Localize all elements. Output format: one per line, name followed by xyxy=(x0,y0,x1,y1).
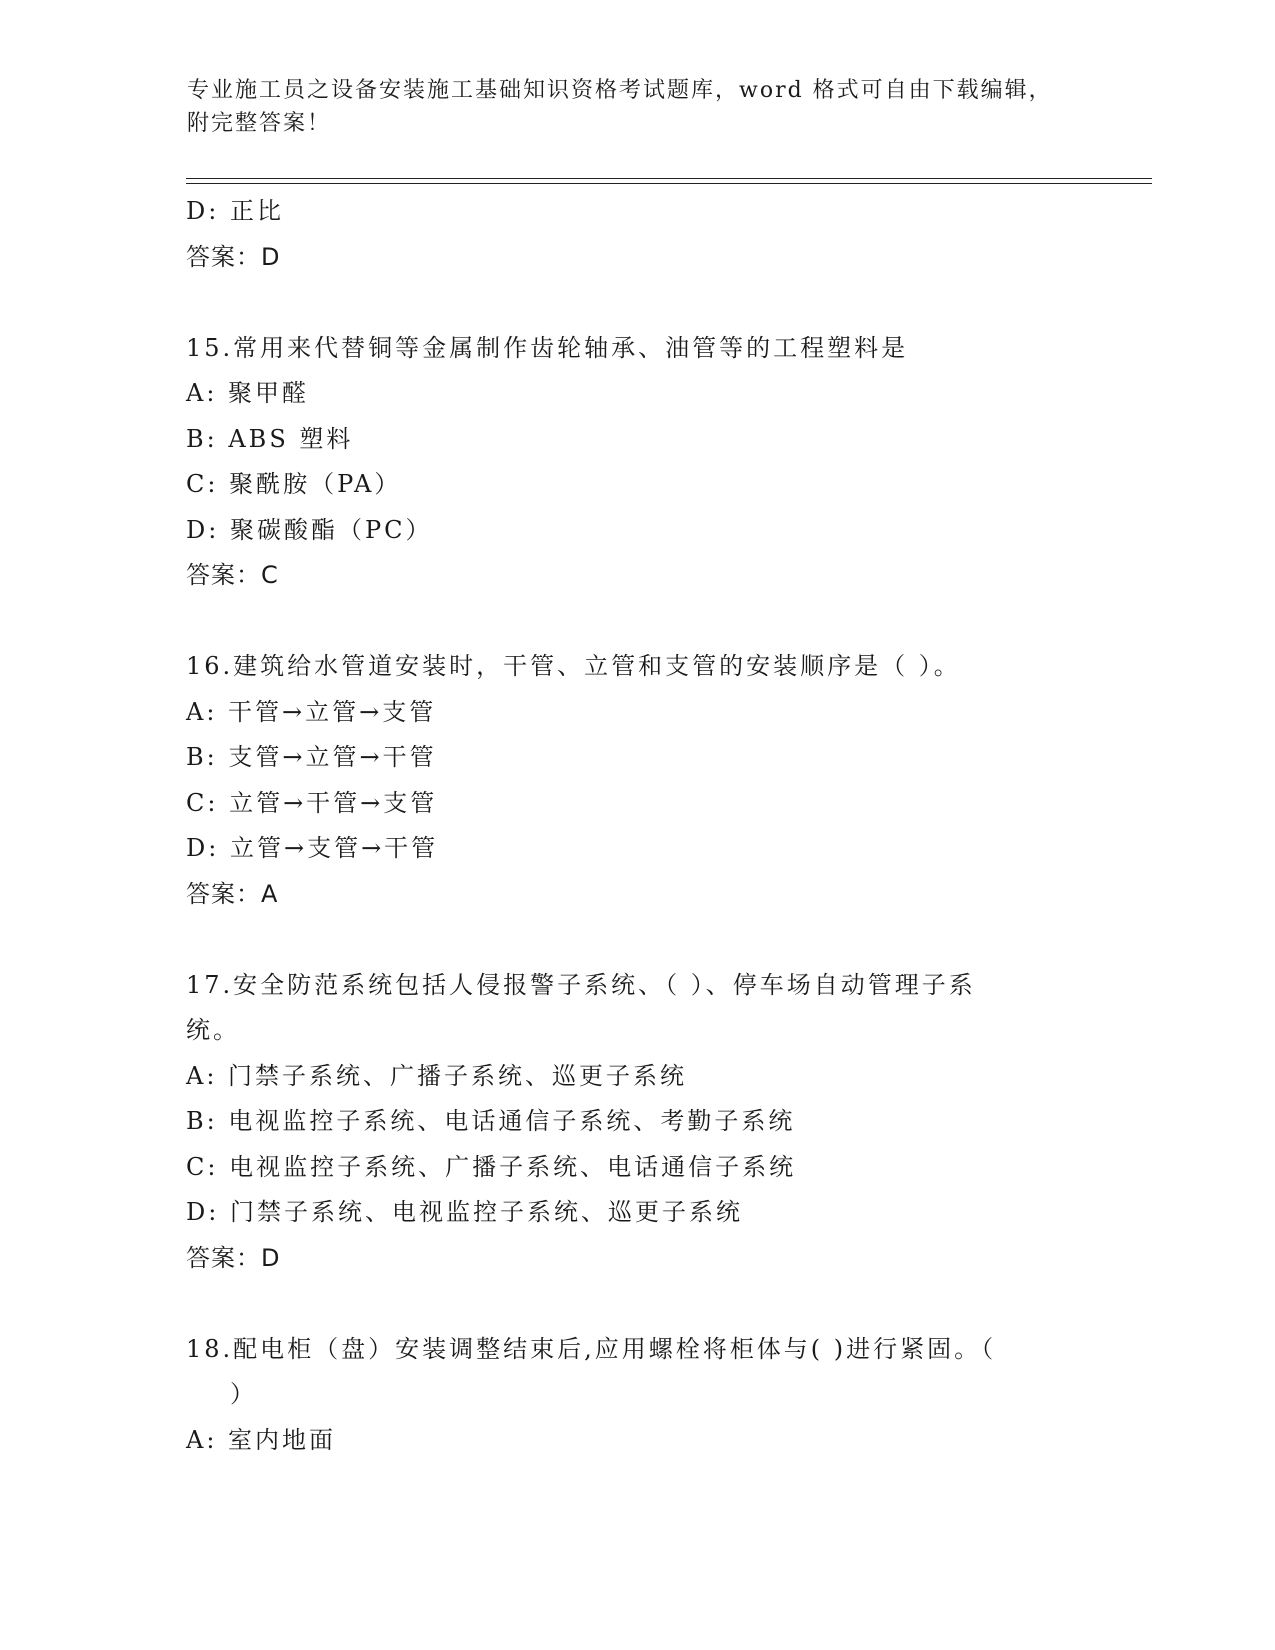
question-stem-continuation: ） xyxy=(230,1380,257,1408)
spacer xyxy=(186,280,1086,326)
option-c: C: 立管→干管→支管 xyxy=(186,788,438,817)
header-divider-bottom xyxy=(186,183,1152,184)
answer: 答案：C xyxy=(186,561,279,589)
option-b: B: 电视监控子系统、电话通信子系统、考勤子系统 xyxy=(186,1107,796,1135)
option-c: C: 电视监控子系统、广播子系统、电话通信子系统 xyxy=(186,1152,797,1181)
header-divider-top xyxy=(186,178,1152,179)
header-line-2: 附完整答案！ xyxy=(187,111,332,136)
question-stem: 16.建筑给水管道安装时，干管、立管和支管的安装顺序是（ ）。 xyxy=(186,652,961,680)
option-a: A: 干管→立管→支管 xyxy=(186,697,437,726)
option-b: B: ABS 塑料 xyxy=(186,424,354,453)
spacer xyxy=(186,1281,1086,1327)
question-15 xyxy=(186,326,1086,599)
answer: 答案：D xyxy=(186,242,281,271)
option-d: D: 立管→支管→干管 xyxy=(186,834,439,862)
question-stem: 18.配电柜（盘）安装调整结束后,应用螺栓将柜体与( )进行紧固。（ xyxy=(186,1334,997,1363)
option-a: A: 聚甲醛 xyxy=(186,379,310,407)
question-list xyxy=(186,189,1086,1463)
option-c: C: 聚酰胺（PA） xyxy=(186,470,402,498)
option-d: D: 聚碳酸酯（PC） xyxy=(186,515,433,544)
option-a: A: 门禁子系统、广播子系统、巡更子系统 xyxy=(186,1061,688,1090)
header-line-1: 专业施工员之设备安装施工基础知识资格考试题库，word 格式可自由下载编辑， xyxy=(187,78,1053,103)
previous-question-tail xyxy=(186,189,1086,280)
question-stem: 17.安全防范系统包括人侵报警子系统、（ ）、停车场自动管理子系 xyxy=(186,970,976,999)
option-d: D: 正比 xyxy=(186,197,284,225)
spacer xyxy=(186,599,1086,645)
answer: 答案：A xyxy=(186,879,279,908)
answer: 答案：D xyxy=(186,1243,281,1272)
question-stem: 15.常用来代替铜等金属制作齿轮轴承、油管等的工程塑料是 xyxy=(186,333,909,362)
question-17 xyxy=(186,963,1086,1282)
spacer xyxy=(186,917,1086,963)
question-16 xyxy=(186,644,1086,917)
question-18 xyxy=(186,1327,1086,1464)
document-header xyxy=(187,74,1067,140)
option-a: A: 室内地面 xyxy=(186,1425,337,1454)
option-d: D: 门禁子系统、电视监控子系统、巡更子系统 xyxy=(186,1198,743,1226)
question-stem-continuation: 统。 xyxy=(186,1016,240,1044)
option-b: B: 支管→立管→干管 xyxy=(186,743,437,771)
